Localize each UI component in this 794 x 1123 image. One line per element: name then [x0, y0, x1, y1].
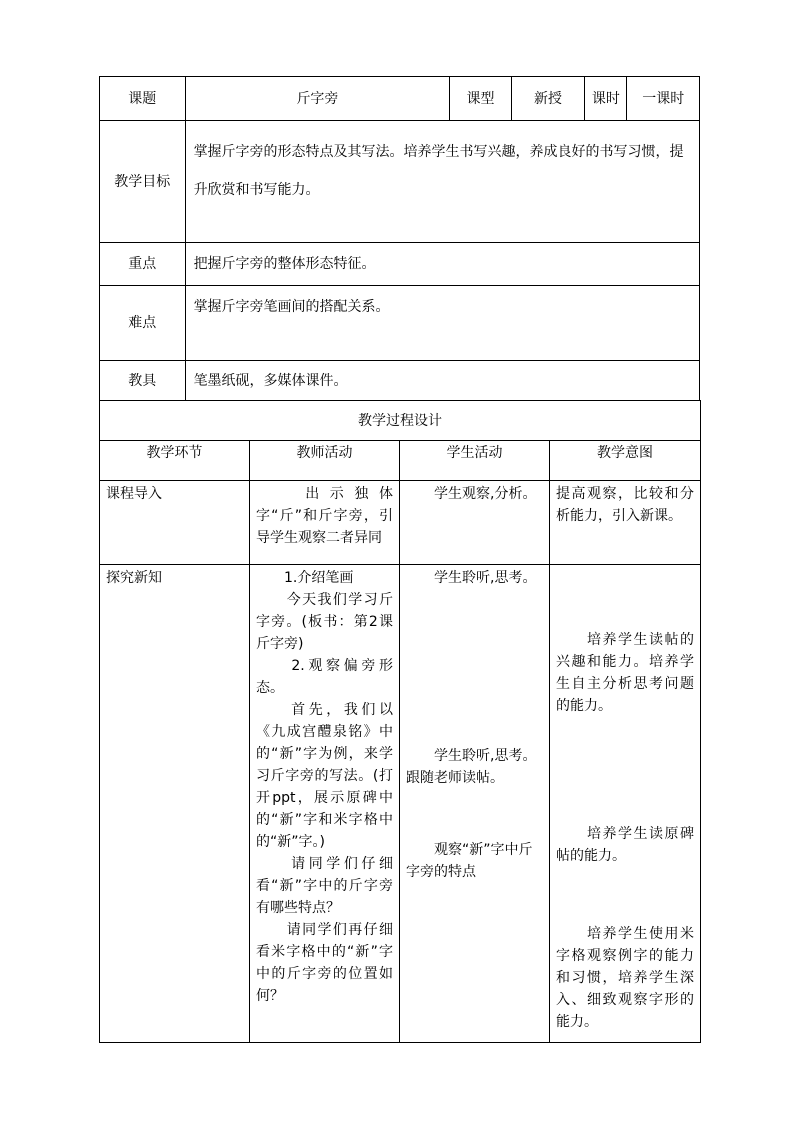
key-point-label: 重点 — [100, 243, 186, 286]
col-stage-header: 教学环节 — [100, 441, 250, 481]
difficulty-text: 掌握斤字旁笔画间的搭配关系。 — [185, 286, 699, 361]
tools-label: 教具 — [100, 361, 186, 401]
row1-intent: 提高观察，比较和分析能力，引入新课。 — [550, 481, 701, 565]
col-student-header: 学生活动 — [400, 441, 550, 481]
objectives-text: 掌握斤字旁的形态特点及其写法。培养学生书写兴趣，养成良好的书写习惯，提升欣赏和书写能力。 — [185, 121, 699, 243]
col-teacher-header: 教师活动 — [250, 441, 400, 481]
row2-intent-a: 培养学生读帖的兴趣和能力。培养学生自主分析思考问题的能力。 — [556, 632, 694, 714]
row2-intent — [550, 565, 701, 1043]
teaching-process-table — [99, 400, 701, 1043]
key-point-text: 把握斤字旁的整体形态特征。 — [185, 243, 699, 286]
row1-student: 学生观察,分析。 — [400, 481, 550, 565]
row2-teacher: 1.介绍笔画 今天我们学习斤字旁。(板书：第2课 斤字旁) 2.观察偏旁形态。 首先，我们以《九成宫醴泉铭》中的“新”字为例，来学习斤字旁的写法。(打开ppt，展示原碑中的“新”字和米字格中的“新”字。) 请同学们仔细看“新”字中的斤字旁有哪些特点？ 请同学们再仔细看米字格中的“新”字中的斤字旁的位置如何？ — [250, 565, 400, 1043]
row2-student — [400, 565, 550, 1043]
type-value: 新授 — [511, 77, 584, 121]
col-intent-header: 教学意图 — [550, 441, 701, 481]
row2-student-a: 学生聆听,思考。 — [406, 570, 537, 586]
process-title: 教学过程设计 — [100, 401, 701, 441]
row2-student-c: 观察“新”字中斤字旁的特点 — [406, 842, 533, 880]
tools-text: 笔墨纸砚，多媒体课件。 — [185, 361, 699, 401]
row2-student-b: 学生聆听,思考。跟随老师读帖。 — [406, 748, 537, 786]
period-value: 一课时 — [627, 77, 700, 121]
row2-stage: 探究新知 — [100, 565, 250, 1043]
topic-label: 课题 — [100, 77, 186, 121]
row2-intent-b: 培养学生读原碑帖的能力。 — [556, 826, 694, 864]
difficulty-label: 难点 — [100, 286, 186, 361]
row1-stage: 课程导入 — [100, 481, 250, 565]
row2-intent-c: 培养学生使用米字格观察例字的能力和习惯，培养学生深入、细致观察字形的能力。 — [556, 926, 694, 1030]
period-label: 课时 — [585, 77, 627, 121]
lesson-info-table — [99, 76, 700, 401]
row1-teacher: 出示独体字“斤”和斤字旁，引导学生观察二者异同 — [250, 481, 400, 565]
topic-value: 斤字旁 — [185, 77, 450, 121]
type-label: 课型 — [450, 77, 511, 121]
objectives-label: 教学目标 — [100, 121, 186, 243]
